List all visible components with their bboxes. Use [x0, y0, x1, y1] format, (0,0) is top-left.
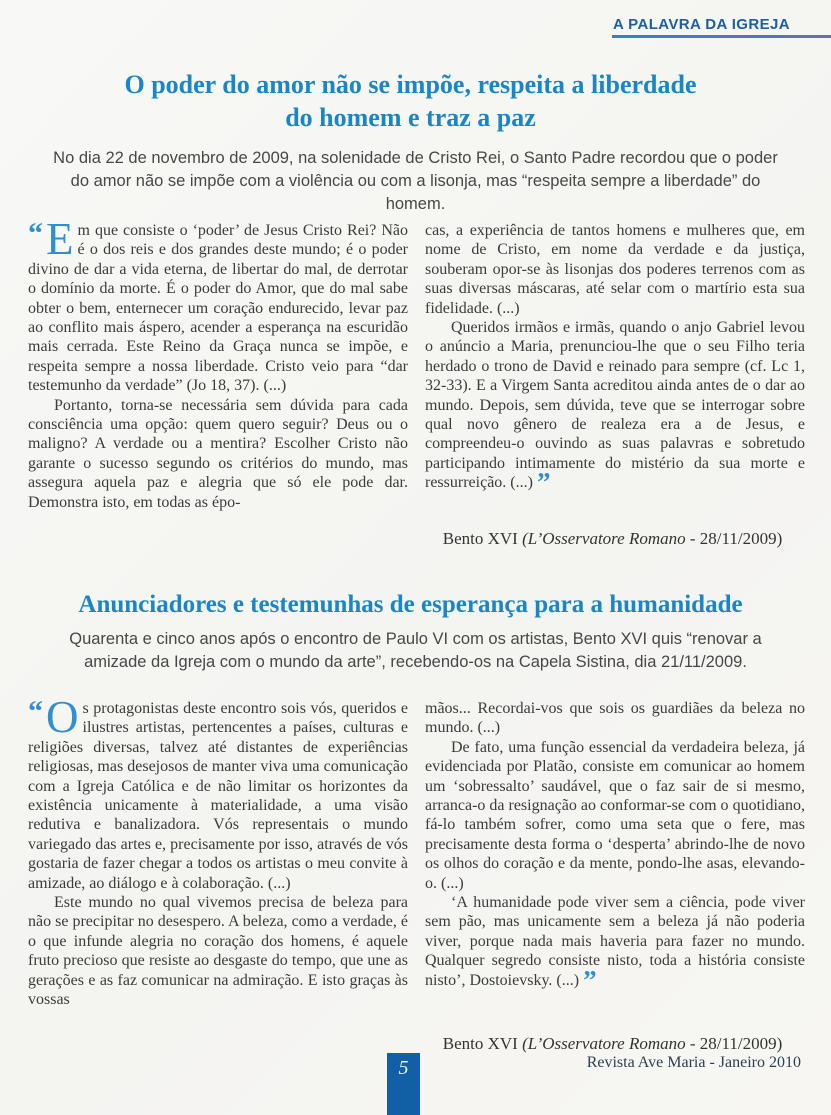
- paragraph-text: Portanto, torna-se necessária sem dúvida para cada consciência uma opção: quem quero seguir? Deus ou o maligno? A verdade ou a mentira? Escolher Cristo não garante o sucesso segundo os critérios do mundo, mas assegura aquela paz e alegria que só ele pode dar. Demonstra isto, em todas as épo-: [28, 396, 408, 511]
- article-1-body: [28, 221, 805, 533]
- footer-page-number-box: [387, 1053, 420, 1115]
- paragraph: [425, 318, 805, 498]
- article-1-title-line2: do homem e traz a paz: [285, 103, 536, 132]
- footer-magazine-label: Revista Ave Maria - Janeiro 2010: [586, 1054, 801, 1071]
- paragraph: [425, 893, 805, 995]
- paragraph: [425, 738, 805, 893]
- paragraph: [28, 893, 408, 1009]
- article-1-title-line1: O poder do amor não se impõe, respeita a liberdade: [124, 70, 697, 99]
- attribution-source: (L’Osservatore Romano: [522, 1034, 686, 1053]
- attribution-name: Bento XVI: [442, 1034, 523, 1053]
- paragraph: [28, 221, 408, 396]
- article-2-title: Anunciadores e testemunhas de esperança para a humanidade: [78, 591, 743, 618]
- article-2-body: [28, 699, 805, 1039]
- paragraph-text: De fato, uma função essencial da verdadeira beleza, já evidenciada por Platão, consiste em comunicar ao homem um ‘sobressalto’ saudável, que o faz sair de si mesmo, arranca-o da resignação ao conformar-se com o quotidiano, fá-lo também sofrer, como uma seta que o fere, mas precisamente desta forma o ‘desperta’ abrindo-lhe de novo os olhos do coração e da mente, pondo-lhe asas, elevando-o. (...): [425, 738, 805, 892]
- header-rule: [612, 35, 831, 38]
- paragraph-text: s protagonistas deste encontro sois vós, queridos e ilustres artistas, pertencentes a países, culturas e religiões diversas, talvez até distantes de experiências religiosas, mas desejosos de manter viva uma comunicação com a Igreja Católica e de não limitar os horizontes da existência unicamente à materialidade, a uma visão redutiva e banalizadora. Vós representais o mundo variegado das artes e, precisamente por isso, através de vós gostaria de fazer chegar a todos os artistas o meu convite à amizade, ao diálogo e à colaboração. (...): [28, 700, 408, 892]
- drop-cap: E: [46, 221, 74, 264]
- article-2-attribution: [420, 1034, 805, 1054]
- paragraph: [425, 221, 805, 318]
- paragraph-text: Este mundo no qual vivemos precisa de beleza para não se precipitar no desespero. A beleza, como a verdade, é o que infunde alegria no coração dos homens, é aquele fruto precioso que resiste ao desgaste do tempo, que une as gerações e as faz comunicar na admiração. E isto graças às vossas: [28, 894, 408, 1009]
- paragraph-text: cas, a experiência de tantos homens e mulheres que, em nome de Cristo, em nome da verdade e da justiça, souberam opor-se às lisonjas dos poderes terrenos com as suas diversas máscaras, até selar com o martírio esta sua fidelidade. (...): [425, 222, 805, 317]
- section-header-label: A PALAVRA DA IGREJA: [612, 16, 790, 33]
- paragraph-opener: [28, 699, 79, 742]
- paragraph: [425, 699, 805, 738]
- paragraph-text: m que consiste o ‘poder’ de Jesus Cristo Rei? Não é o dos reis e dos grandes deste mundo; é o poder divino de dar a vida eterna, de libertar do mal, de derrotar o domínio da morte. É o poder do Amor, que do mal sabe obter o bem, enternecer um coração endurecido, levar paz ao conflito mais áspero, acender a esperança na escuridão mais cerrada. Este Reino da Graça nunca se impõe, e respeita sempre a nossa liberdade. Cristo veio para “dar testemunho da verdade” (Jo 18, 37). (...): [28, 222, 408, 395]
- paragraph-opener: [28, 221, 74, 264]
- article-1-lead: No dia 22 de novembro de 2009, na solenidade de Cristo Rei, o Santo Padre recordou que o poder do amor não se impõe com a violência ou com a lisonja, mas “respeita sempre a liberdade” do homem.: [53, 149, 778, 213]
- paragraph-text: Queridos irmãos e irmãs, quando o anjo Gabriel levou o anúncio a Maria, prenunciou-lhe que o seu Filho teria herdado o trono de David e reinado para sempre (cf. Lc 1, 32-33). E a Virgem Santa acreditou ainda antes de o dar ao mundo. Depois, sem dúvida, teve que se interrogar sobre qual novo gênero de realeza era a de Jesus, e compreendeu-o ouvindo as suas palavras e sobretudo participando intimamente do mistério da sua morte e ressurreição. (...): [425, 319, 805, 492]
- open-quote-mark: “: [28, 221, 43, 250]
- attribution-name: Bento XVI: [442, 529, 523, 548]
- paragraph-text: mãos... Recordai-vos que sois os guardiães da beleza no mundo. (...): [425, 700, 805, 737]
- article-2-column-right: [425, 699, 805, 1039]
- close-quote-mark: ”: [583, 964, 597, 995]
- article-1-column-left: [28, 221, 408, 533]
- article-1-attribution: [420, 529, 805, 549]
- drop-cap: O: [46, 699, 79, 742]
- article-1-column-right: [425, 221, 805, 533]
- attribution-date: - 28/11/2009): [685, 1034, 783, 1053]
- attribution-date: - 28/11/2009): [685, 529, 783, 548]
- paragraph: [28, 699, 408, 893]
- article-2-column-left: [28, 699, 408, 1039]
- close-quote-mark: ”: [536, 467, 551, 498]
- attribution-source: (L’Osservatore Romano: [522, 529, 686, 548]
- article-1-title: [0, 68, 821, 134]
- paragraph-text: ‘A humanidade pode viver sem a ciência, pode viver sem pão, mas unicamente sem a beleza já não poderia viver, porque nada mais haveria para fazer no mundo. Qualquer segredo consiste nisto, toda a história consiste nisto’, Dostoievsky. (...): [425, 894, 805, 989]
- paragraph: [28, 396, 408, 512]
- article-2-lead: Quarenta e cinco anos após o encontro de Paulo VI com os artistas, Bento XVI quis “renovar a amizade da Igreja com o mundo da arte”, recebendo-os na Capela Sistina, dia 21/11/2009.: [69, 630, 762, 671]
- open-quote-mark: “: [28, 699, 43, 728]
- footer-page-number: 5: [398, 1057, 409, 1079]
